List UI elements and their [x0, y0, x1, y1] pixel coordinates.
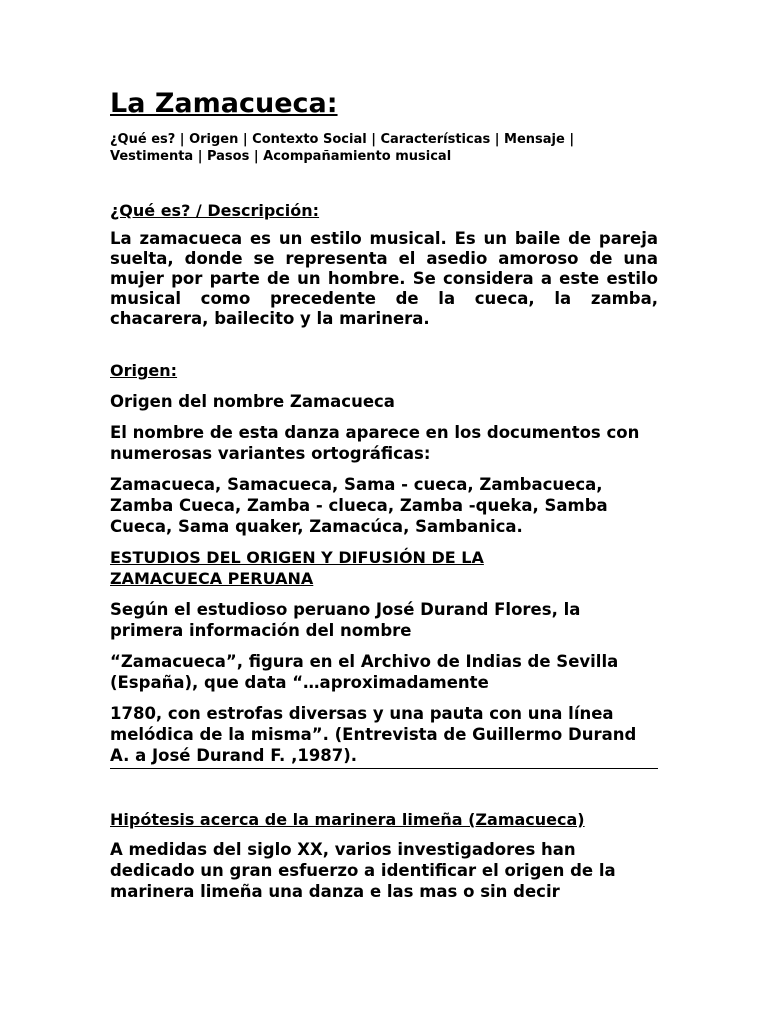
origin-variants-paragraph: Zamacueca, Samacueca, Sama - cueca, Zambacueca, Zamba Cueca, Zamba - clueca, Zamba -queka, Samba Cueca, Sama quaker, Zamacúca, Sambanica.	[110, 475, 608, 536]
section-nav	[110, 131, 658, 165]
page-title: La Zamacueca:	[110, 88, 338, 119]
hypothesis-heading: Hipótesis acerca de la marinera limeña (Zamacueca)	[110, 810, 585, 829]
section-heading-que-es: ¿Qué es? / Descripción:	[110, 201, 320, 220]
section-nav-line-2: Vestimenta | Pasos | Acompañamiento musical	[110, 149, 452, 164]
section-nav-line-1: ¿Qué es? | Origen | Contexto Social | Características | Mensaje |	[110, 132, 575, 147]
section-heading-origen: Origen:	[110, 361, 178, 380]
horizontal-rule	[110, 768, 658, 769]
hypothesis-paragraph: A medidas del siglo XX, varios investigadores han dedicado un gran esfuerzo a identificar el origen de la marinera limeña una danza e las mas o sin decir	[110, 840, 616, 901]
studies-heading-line-2: ZAMACUECA PERUANA	[110, 569, 314, 588]
studies-heading	[110, 547, 658, 589]
document-body	[110, 88, 658, 902]
studies-paragraph-3: 1780, con estrofas diversas y una pauta con una línea melódica de la misma”. (Entrevista de Guillermo Durand A. a José Durand F. ,1987).	[110, 704, 637, 765]
description-paragraph: La zamacueca es un estilo musical. Es un baile de pareja suelta, donde se representa el asedio amoroso de una mujer por parte de un hombre. Se considera a este estilo musical como precedente de la cueca, la zamba, chacarera, bailecito y la marinera.	[110, 229, 658, 328]
studies-heading-line-1: ESTUDIOS DEL ORIGEN Y DIFUSIÓN DE LA	[110, 548, 484, 567]
studies-paragraph-1: Según el estudioso peruano José Durand Flores, la primera información del nombre	[110, 600, 581, 640]
origin-paragraph: El nombre de esta danza aparece en los documentos con numerosas variantes ortográficas:	[110, 423, 640, 463]
origin-subtitle: Origen del nombre Zamacueca	[110, 392, 395, 411]
studies-paragraph-2: “Zamacueca”, figura en el Archivo de Indias de Sevilla (España), que data “…aproximadamente	[110, 652, 619, 692]
